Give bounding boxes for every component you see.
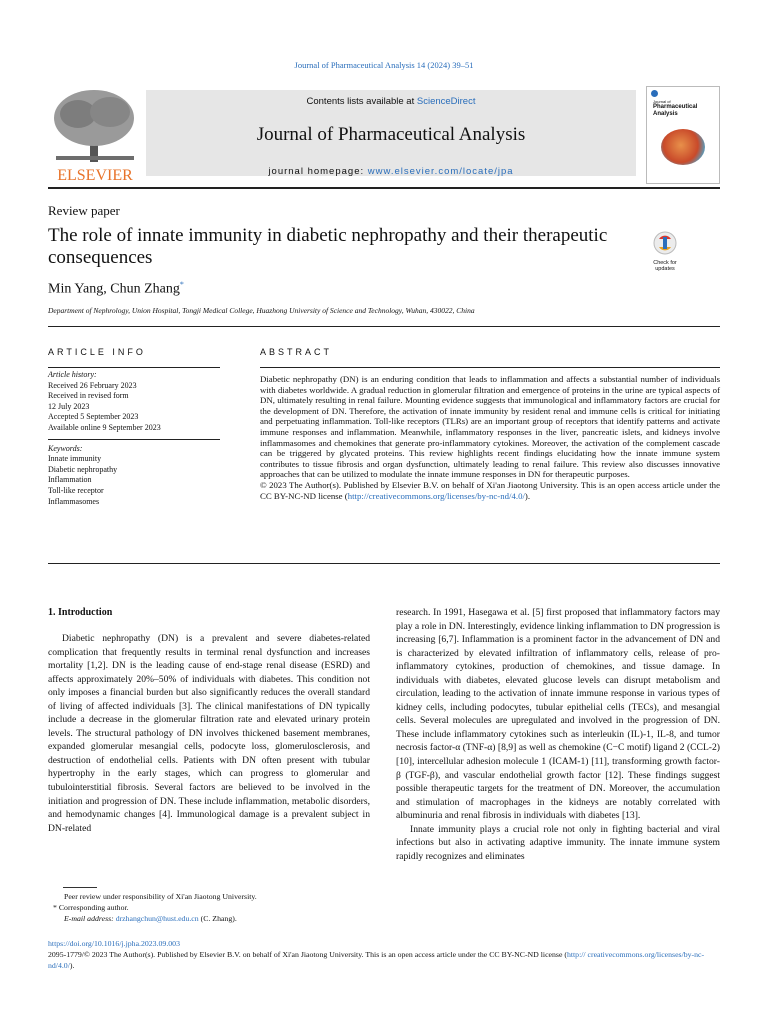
sciencedirect-link[interactable]: ScienceDirect xyxy=(416,96,476,107)
issn-license-line: 2095-1779/© 2023 The Author(s). Published by Elsevier B.V. on behalf of Xi'an Jiaotong University. This is an open access article under the CC BY-NC-ND license (http:// creativecommons.org/licenses/by-nc-nd/4.0/). xyxy=(48,950,705,970)
info-rule-top xyxy=(48,367,220,368)
article-title: The role of innate immunity in diabetic nephropathy and their therapeutic consequences xyxy=(48,225,608,268)
homepage-line: journal homepage: www.elsevier.com/locate/jpa xyxy=(268,166,514,177)
contents-line: Contents lists available at ScienceDirect xyxy=(306,96,476,107)
license-link[interactable]: http://creativecommons.org/licenses/by-nc-nd/4.0/ xyxy=(347,490,525,501)
footer-license-link[interactable]: http:// creativecommons.org/licenses/by-nc-nd/4.0/ xyxy=(48,950,705,970)
cover-image xyxy=(661,129,705,165)
cover-logo-icon xyxy=(651,90,658,97)
history-item: Accepted 5 September 2023 xyxy=(48,412,139,422)
article-info-heading: ARTICLE INFO xyxy=(48,347,146,357)
keyword: Diabetic nephropathy xyxy=(48,464,118,474)
crossmark-icon xyxy=(648,231,682,255)
journal-cover-thumbnail[interactable] xyxy=(646,86,720,184)
doi-link[interactable]: https://doi.org/10.1016/j.jpha.2023.09.003 xyxy=(48,939,180,948)
keyword: Inflammasomes xyxy=(48,496,100,506)
footnote-peer-review: Peer review under responsibility of Xi'an Jiaotong University. xyxy=(64,892,257,901)
article-type: Review paper xyxy=(48,203,120,218)
body-paragraph: research. In 1991, Hasegawa et al. [5] first proposed that inflammatory factors may play a role in DN. Interestingly, evidence linking inflammation to DN progression is increasing [6,7]. Inflammation is a prominent factor in the advancement of DN and is characterized by elevated infiltration of inflammatory cells, release of pro-inflammatory cytokines, production of chemokines, and tissue damage. In individuals with diabetes, elevated glucose levels can disrupt metabolism and circulation, leading to the activation of innate immune response in various types of kidney cells, including podocytes, tubular epithelial cells (TECs), and mesangial cells. Several molecules are upregulated and involved in the progression of DN. These include inflammatory cytokines such as interleukin (IL)-1, IL-8, and tumor necrosis factor-α (TNF-α) [8,9] as well as chemokine (C−C motif) ligand 2 (CCL-2) [10], intercellular adhesion molecule 1 (ICAM-1) [11], transforming growth factor-β (TGF-β), and vascular endothelial growth factor [12]. These findings suggest possible therapeutic targets for the treatment of DN. Moreover, the accumulation and stimulation of macrophages in the kidneys are notably correlated with albuminuria and renal fibrosis in individuals with diabetes [13]. xyxy=(396,607,720,822)
email-link[interactable]: drzhangchun@hust.edu.cn xyxy=(115,914,199,923)
history-item: Available online 9 September 2023 xyxy=(48,422,161,432)
keyword: Inflammation xyxy=(48,475,92,485)
cover-title: Pharmaceutical Analysis xyxy=(653,104,698,117)
header-rule xyxy=(48,187,720,189)
journal-title: Journal of Pharmaceutical Analysis xyxy=(256,124,526,145)
history-item: 12 July 2023 xyxy=(48,401,90,411)
title-rule xyxy=(48,326,720,327)
publisher-name: ELSEVIER xyxy=(57,167,133,184)
section-heading: 1. Introduction xyxy=(48,607,113,618)
corresponding-author-mark[interactable]: * xyxy=(179,280,184,289)
footnote-corresponding: * Corresponding author. xyxy=(53,903,129,912)
abstract-text: Diabetic nephropathy (DN) is an enduring condition that leads to inflammation and affects a substantial number of individuals with diabetes worldwide. A gradual reduction in glomerular filtration and emergence of proteins in the urine are typical aspects of DN, ultimately resulting in renal failure. Mounting evidence suggests that immunological and inflammatory factors are crucial for the development of DN. Therefore, the activation of innate immunity by resident renal and immune cells is critical for initiating and perpetuating inflammation. Toll-like receptors (TLRs) are an important group of receptors that identify patterns and activate immune responses and inflammation. Meanwhile, inflammatory responses in the liver, pancreatic islets, and kidneys involve inflammasomes and chemokines that generate pro-inflammatory cytokines. Moreover, the activation of the complement cascade can be triggered by glycated proteins. This review highlights recent findings elucidating how the innate immune system contributes to tissue fibrosis and organ dysfunction, ultimately leading to renal failure. This review also discusses innovative approaches that can be utilized to modulate the innate immune responses in DN for therapeutic purposes. xyxy=(260,374,720,480)
authors: Min Yang, Chun Zhang* xyxy=(48,280,184,297)
journal-header xyxy=(48,86,720,184)
crossmark-label: Check for updates xyxy=(653,260,677,272)
elsevier-logo xyxy=(48,86,142,184)
history-label: Article history: xyxy=(48,370,97,379)
abstract-body xyxy=(260,374,720,501)
journal-banner xyxy=(146,90,636,176)
cover-journal-of: Journal of xyxy=(653,99,671,104)
abstract-rule-bottom xyxy=(48,563,720,564)
history-item: Received 26 February 2023 xyxy=(48,380,137,390)
abstract-heading: ABSTRACT xyxy=(260,347,333,357)
abstract-copyright: © 2023 The Author(s). Published by Elsevier B.V. on behalf of Xi'an Jiaotong University. This is an open access article under the CC BY-NC-ND license (http://creativecommons.org/licenses/by-nc-nd/4.0/). xyxy=(260,479,720,501)
body-left-column xyxy=(48,632,370,835)
history-item: Received in revised form xyxy=(48,391,129,401)
journal-citation[interactable]: Journal of Pharmaceutical Analysis 14 (2024) 39–51 xyxy=(294,60,474,70)
homepage-link[interactable]: www.elsevier.com/locate/jpa xyxy=(367,166,514,177)
body-paragraph: Innate immunity plays a crucial role not only in fighting bacterial and viral infections but also in activating adaptive immunity. The innate immune system rapidly recognizes and eliminates xyxy=(396,823,720,862)
keywords-label: Keywords: xyxy=(48,443,83,453)
article-info xyxy=(48,370,220,507)
check-for-updates-badge[interactable] xyxy=(648,231,682,272)
abstract-rule-top xyxy=(260,367,720,368)
body-paragraph: Diabetic nephropathy (DN) is a prevalent and severe diabetes-related complication that frequently results in terminal renal dysfunction and increases mortality [1,2]. DN is the leading cause of end-stage renal disease (ESRD) and affects approximately 20%–50% of individuals with diabetes. This condition not only imposes a financial burden but also significantly reduces the overall standard of living of affected individuals [3]. The clinical manifestations of DN typically include a decrease in the glomerular filtration rate and elevated urinary protein levels. The structural pathology of DN involves thickened basement membranes, expanded glomerular mesangial cells, podocyte loss, glomerulosclerosis, and destruction of endothelial cells. Patients with DN often present with tubular hypertrophy in the early stages, which can progress to glomerular and tubulointerstitial fibrosis. Several factors are believed to be involved in the initiation and progression of DN. These include inflammation, metabolic disorders, and hemodynamic changes [4]. Immunological damage is a prevalent subject in DN-related xyxy=(48,633,370,834)
body-right-column xyxy=(396,606,720,863)
footnote-email: E-mail address: drzhangchun@hust.edu.cn (C. Zhang). xyxy=(64,914,237,923)
info-divider xyxy=(48,434,220,440)
affiliation: Department of Nephrology, Union Hospital, Tongji Medical College, Huazhong University of Science and Technology, Wuhan, 430022, China xyxy=(48,306,475,315)
keyword: Toll-like receptor xyxy=(48,485,104,495)
footnote-rule xyxy=(63,887,97,888)
keyword: Innate immunity xyxy=(48,454,102,464)
